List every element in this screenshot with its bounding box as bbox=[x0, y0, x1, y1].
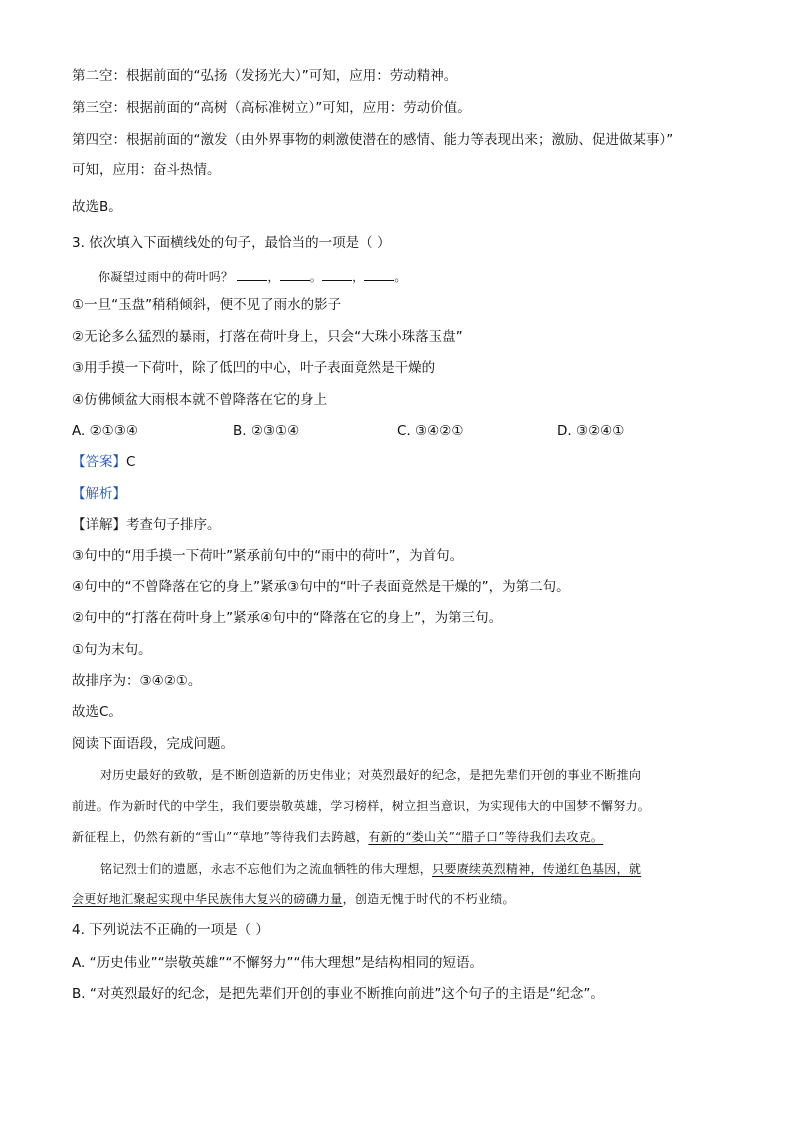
analysis-tag: 【解析】 bbox=[72, 486, 126, 502]
passage-line-4: 铭记烈士们的遗愿，永志不忘他们为之流血牺牲的伟大理想，只要赓续英烈精神，传递红色基因，就 bbox=[100, 862, 642, 876]
detail-line bbox=[72, 516, 221, 534]
question-3-prompt: 你凝望过雨中的荷叶吗？ ， 。 ， 。 bbox=[98, 270, 407, 284]
explanation-line-blank2: 第二空：根据前面的“弘扬（发扬光大）”可知，应用：劳动精神。 bbox=[72, 68, 458, 84]
blank-4 bbox=[364, 270, 394, 281]
option-b: B. ②③①④ bbox=[233, 423, 300, 439]
explanation-line-blank4: 第四空：根据前面的“激发（由外界事物的刺激使潜在的感情、能力等表现出来；激励、促进做某事）” bbox=[72, 132, 674, 148]
passage-line-3: 新征程上，仍然有新的“雪山”“草地”等待我们去跨越，有新的“娄山关”“腊子口”等待我们去攻克。 bbox=[72, 830, 604, 844]
explanation-line-blank4-cont: 可知，应用：奋斗热情。 bbox=[72, 162, 221, 178]
underlined-phrase-1: 有新的“娄山关”“腊子口”等待我们去攻克。 bbox=[368, 830, 604, 844]
detail-5: 故排序为：③④②①。 bbox=[72, 673, 202, 689]
question-4-stem: 4. 下列说法不正确的一项是（ ） bbox=[72, 922, 269, 938]
question-4-option-b: B. “对英烈最好的纪念，是把先辈们开创的事业不断推向前进”这个句子的主语是“纪念”。 bbox=[72, 986, 604, 1002]
answer-tag: 【答案】 bbox=[72, 454, 126, 470]
blank-1 bbox=[237, 270, 267, 281]
option-c: C. ③④②① bbox=[397, 423, 464, 439]
blank-3 bbox=[322, 270, 352, 281]
answer-value: C bbox=[126, 454, 136, 470]
question-3-stem: 3. 依次填入下面横线处的句子，最恰当的一项是（ ） bbox=[72, 235, 391, 251]
passage-line-2: 前进。作为新时代的中学生，我们要崇敬英雄，学习榜样，树立担当意识，为实现伟大的中国梦不懈努力。 bbox=[72, 799, 651, 813]
answer-line bbox=[72, 453, 135, 471]
detail-tag: 【详解】 bbox=[72, 517, 126, 533]
detail-text: 考查句子排序。 bbox=[126, 517, 221, 533]
option-a: A. ②①③④ bbox=[72, 423, 138, 439]
sentence-1: ①一旦“玉盘”稍稍倾斜，便不见了雨水的影子 bbox=[72, 297, 342, 313]
detail-4: ①句为末句。 bbox=[72, 642, 152, 658]
sentence-2: ②无论多么猛烈的暴雨，打落在荷叶身上，只会“大珠小珠落玉盘” bbox=[72, 329, 463, 345]
conclusion-line: 故选B。 bbox=[72, 199, 122, 215]
detail-3: ②句中的“打落在荷叶身上”紧承④句中的“降落在它的身上”，为第三句。 bbox=[72, 610, 503, 626]
detail-6: 故选C。 bbox=[72, 704, 122, 720]
underlined-phrase-2: 只要赓续英烈精神，传递红色基因，就 bbox=[432, 862, 642, 876]
passage-line-5: 会更好地汇聚起实现中华民族伟大复兴的磅礴力量，创造无愧于时代的不朽业绩。 bbox=[72, 892, 515, 906]
question-4-option-a: A. “历史伟业”“崇敬英雄”“不懈努力”“伟大理想”是结构相同的短语。 bbox=[72, 955, 484, 971]
detail-1: ③句中的“用手摸一下荷叶”紧承前句中的“雨中的荷叶”，为首句。 bbox=[72, 548, 464, 564]
reading-instruction: 阅读下面语段，完成问题。 bbox=[72, 736, 234, 752]
sentence-4: ④仿佛倾盆大雨根本就不曾降落在它的身上 bbox=[72, 392, 328, 408]
explanation-line-blank3: 第三空：根据前面的“高树（高标准树立）”可知，应用：劳动价值。 bbox=[72, 100, 471, 116]
option-d: D. ③②④① bbox=[557, 423, 625, 439]
sentence-3: ③用手摸一下荷叶，除了低凹的中心，叶子表面竟然是干燥的 bbox=[72, 360, 436, 376]
passage-line-1: 对历史最好的致敬，是不断创造新的历史伟业；对英烈最好的纪念，是把先辈们开创的事业不断推向 bbox=[100, 768, 642, 782]
detail-2: ④句中的“不曾降落在它的身上”紧承③句中的“叶子表面竟然是干燥的”，为第二句。 bbox=[72, 579, 570, 595]
blank-2 bbox=[280, 270, 310, 281]
underlined-phrase-2-cont: 会更好地汇聚起实现中华民族伟大复兴的磅礴力量 bbox=[72, 892, 343, 906]
